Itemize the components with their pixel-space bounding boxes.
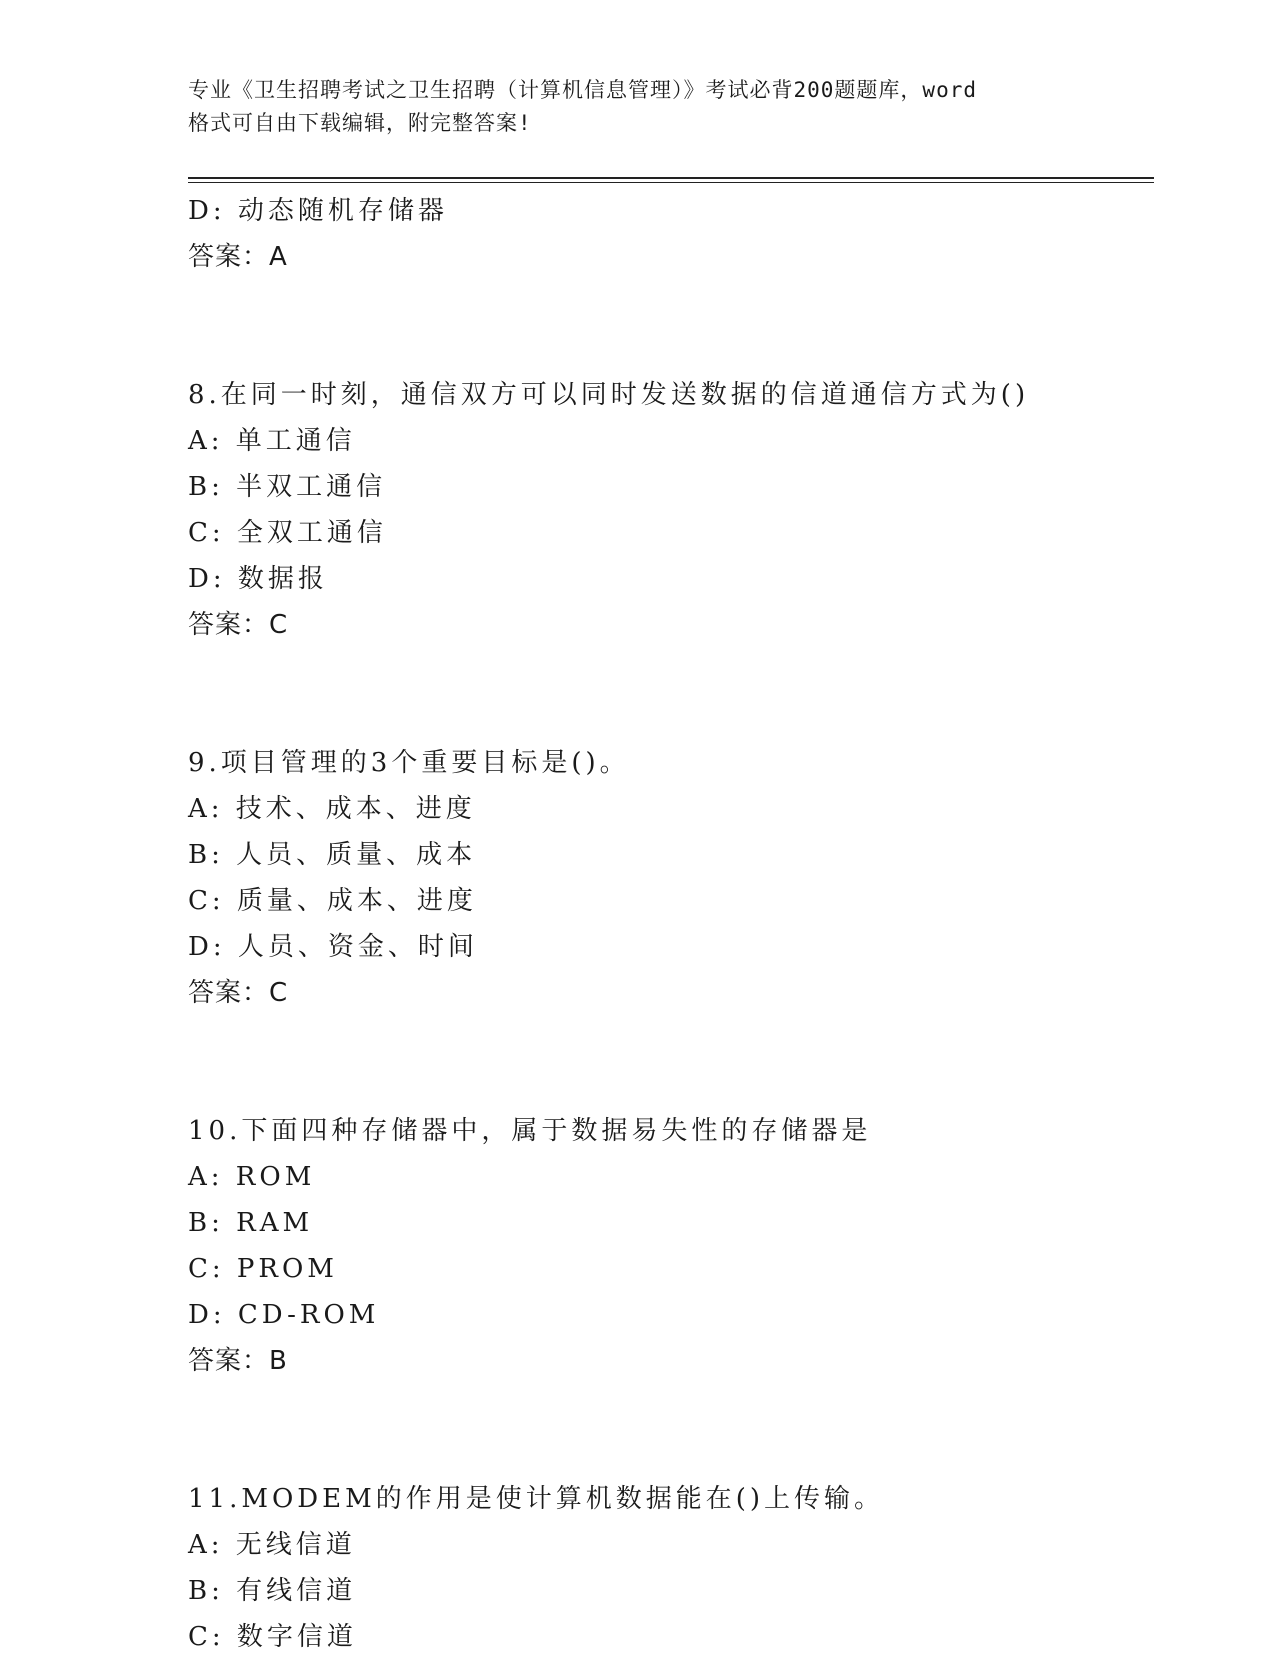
option-c: C: 全双工通信 [188, 518, 387, 548]
header-line-1: 专业《卫生招聘考试之卫生招聘（计算机信息管理）》考试必背200题题库，word [188, 78, 977, 102]
answer: 答案：B [188, 1346, 288, 1376]
option-a: A: 无线信道 [188, 1530, 356, 1560]
option-d: D: 数据报 [188, 564, 328, 594]
answer: 答案：C [188, 978, 289, 1008]
spacer [188, 1016, 1148, 1108]
question-text: 9.项目管理的3个重要目标是()。 [188, 748, 630, 778]
answer: 答案：C [188, 610, 289, 640]
option-d: D: CD-ROM [188, 1300, 380, 1330]
option-b: B: 有线信道 [188, 1576, 357, 1606]
prev-answer: 答案：A [188, 242, 288, 272]
document-body [188, 188, 1148, 1660]
question-block [188, 740, 1148, 1016]
page-header [188, 74, 1088, 140]
option-c: C: 数字信道 [188, 1622, 357, 1652]
question-text: 10.下面四种存储器中，属于数据易失性的存储器是 [188, 1116, 872, 1146]
header-divider [188, 177, 1154, 183]
spacer [188, 1384, 1148, 1476]
question-text: 11.MODEM的作用是使计算机数据能在()上传输。 [188, 1484, 885, 1514]
spacer [188, 648, 1148, 740]
option-c: C: 质量、成本、进度 [188, 886, 477, 916]
question-block [188, 1476, 1148, 1660]
question-block [188, 372, 1148, 648]
question-block [188, 1108, 1148, 1384]
option-d: D: 人员、资金、时间 [188, 932, 478, 962]
option-b: B: RAM [188, 1208, 314, 1238]
option-a: A: 技术、成本、进度 [188, 794, 476, 824]
option-b: B: 半双工通信 [188, 472, 387, 502]
header-line-2: 格式可自由下载编辑，附完整答案! [188, 111, 532, 135]
question-text: 8.在同一时刻，通信双方可以同时发送数据的信道通信方式为() [188, 380, 1030, 410]
option-c: C: PROM [188, 1254, 338, 1284]
option-a: A: ROM [188, 1162, 316, 1192]
option-b: B: 人员、质量、成本 [188, 840, 477, 870]
prev-option-d: D: 动态随机存储器 [188, 196, 448, 226]
option-a: A: 单工通信 [188, 426, 356, 456]
spacer [188, 280, 1148, 372]
